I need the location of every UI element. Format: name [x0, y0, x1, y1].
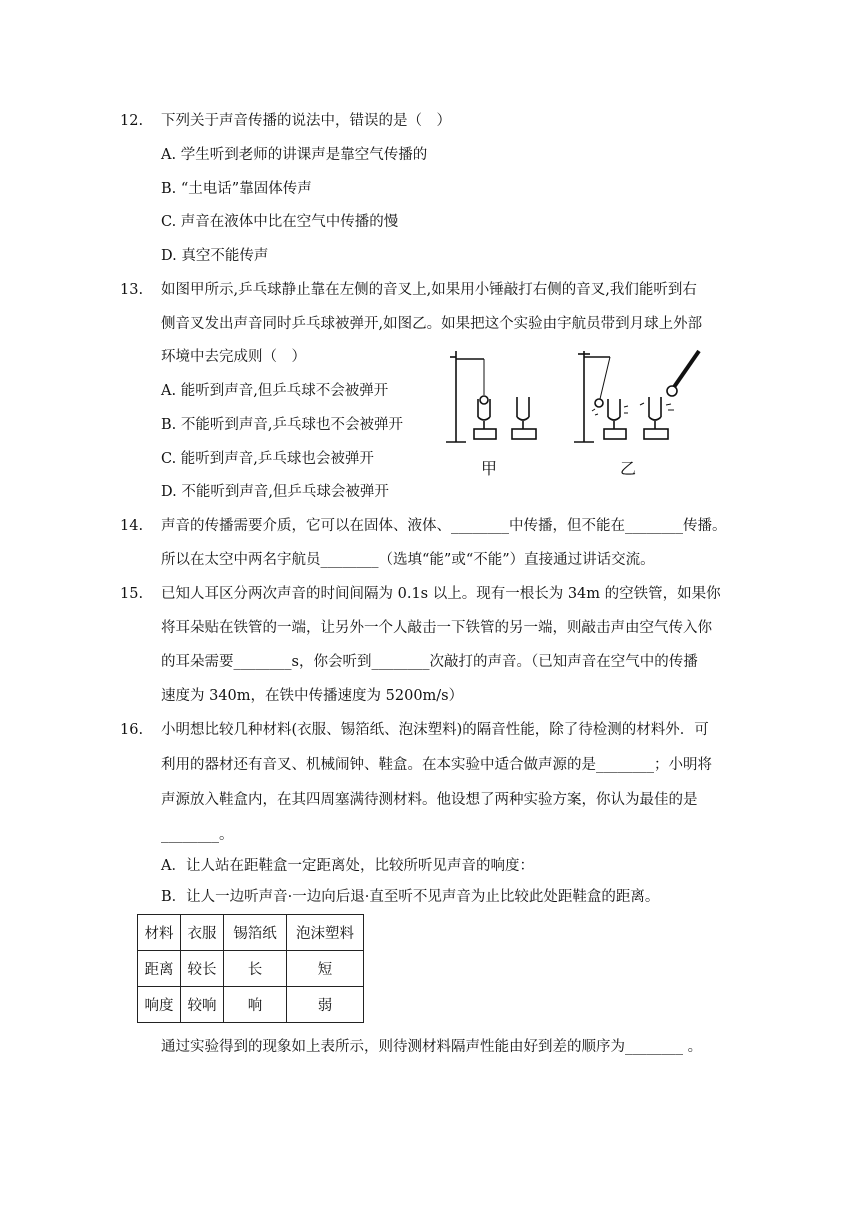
- table-cell: 材料: [138, 915, 181, 951]
- table-cell: 短: [287, 951, 364, 987]
- question-13-number: 13.: [120, 282, 144, 298]
- question-15-line-1: 已知人耳区分两次声音的时间间隔为 0.1s 以上。现有一根长为 34m 的空铁管，如果你: [161, 586, 721, 602]
- table-cell: 距离: [138, 951, 181, 987]
- question-13-line-2: 侧音叉发出声音同时乒乓球被弹开,如图乙。如果把这个实验由宇航员带到月球上外部: [161, 316, 703, 332]
- table-cell: 长: [224, 951, 287, 987]
- question-14-number: 14.: [120, 518, 144, 534]
- question-15-line-3: 的耳朵需要________s，你会听到________次敲打的声音。（已知声音在空气中的传播: [161, 654, 698, 670]
- table-cell: 泡沫塑料: [287, 915, 364, 951]
- table-cell: 弱: [287, 987, 364, 1023]
- question-13-option-a: A. 能听到声音,但乒乓球不会被弹开: [161, 383, 389, 399]
- figure-jia-drawing: [446, 351, 536, 442]
- question-14-line-2: 所以在太空中两名宇航员________（选填“能”或“不能”）直接通过讲话交流。: [161, 552, 655, 568]
- question-16-line-3: 声源放入鞋盒内，在其四周塞满待测材料。他设想了两种实验方案，你认为最佳的是: [161, 792, 698, 808]
- table-row: [138, 987, 364, 1023]
- table-cell: 响: [224, 987, 287, 1023]
- question-16-option-b: B．让人一边听声音·一边向后退·直至听不见声音为止比较此处距鞋盒的距离。: [161, 889, 660, 905]
- table-cell: 锡箔纸: [224, 915, 287, 951]
- question-16-number: 16.: [120, 722, 144, 738]
- question-16-conclusion: 通过实验得到的现象如上表所示，则待测材料隔声性能由好到差的顺序为________ 。: [161, 1039, 703, 1055]
- question-15-line-2: 将耳朵贴在铁管的一端，让另外一个人敲击一下铁管的另一端，则敲击声由空气传入你: [161, 620, 712, 636]
- question-16-line-2: 利用的器材还有音叉、机械闹钟、鞋盒。在本实验中适合做声源的是________；小明将: [161, 757, 712, 773]
- question-12-option-a: A. 学生听到老师的讲课声是靠空气传播的: [161, 147, 428, 163]
- question-13-line-1: 如图甲所示,乒乓球静止靠在左侧的音叉上,如果用小锤敲打右侧的音叉,我们能听到右: [161, 282, 697, 298]
- question-15-number: 15.: [120, 586, 144, 602]
- question-12-option-d: D. 真空不能传声: [161, 248, 269, 264]
- table-row: [138, 915, 364, 951]
- table-cell: 响度: [138, 987, 181, 1023]
- table-cell: 衣服: [181, 915, 224, 951]
- figure-yi-drawing: [574, 351, 699, 442]
- question-13-line-3: 环境中去完成则（ ）: [161, 349, 306, 365]
- question-12-stem: 下列关于声音传播的说法中，错误的是（ ）: [161, 113, 451, 129]
- materials-table: [137, 914, 364, 1023]
- question-16-option-a: A．让人站在距鞋盒一定距离处，比较所听见声音的响度：: [161, 858, 534, 874]
- figure-caption-yi: 乙: [620, 459, 637, 478]
- tuning-fork-figure: [444, 347, 714, 447]
- table-row: [138, 951, 364, 987]
- question-13-option-b: B. 不能听到声音,乒乓球也不会被弹开: [161, 417, 403, 433]
- question-12-option-b: B. “土电话”靠固体传声: [161, 181, 312, 197]
- question-12-option-c: C. 声音在液体中比在空气中传播的慢: [161, 214, 399, 230]
- figure-caption-jia: 甲: [481, 459, 498, 478]
- question-16-line-1: 小明想比较几种材料(衣服、锡箔纸、泡沫塑料)的隔音性能，除了待检测的材料外．可: [161, 722, 709, 738]
- question-13-option-c: C. 能听到声音,乒乓球也会被弹开: [161, 451, 374, 467]
- question-13-option-d: D. 不能听到声音,但乒乓球会被弹开: [161, 484, 389, 500]
- question-14-line-1: 声音的传播需要介质，它可以在固体、液体、________中传播，但不能在________传播。: [161, 518, 727, 534]
- table-cell: 较响: [181, 987, 224, 1023]
- question-16-line-4: ________。: [161, 827, 234, 843]
- table-cell: 较长: [181, 951, 224, 987]
- question-15-line-4: 速度为 340m，在铁中传播速度为 5200m/s）: [161, 688, 464, 704]
- question-12-number: 12.: [120, 113, 144, 129]
